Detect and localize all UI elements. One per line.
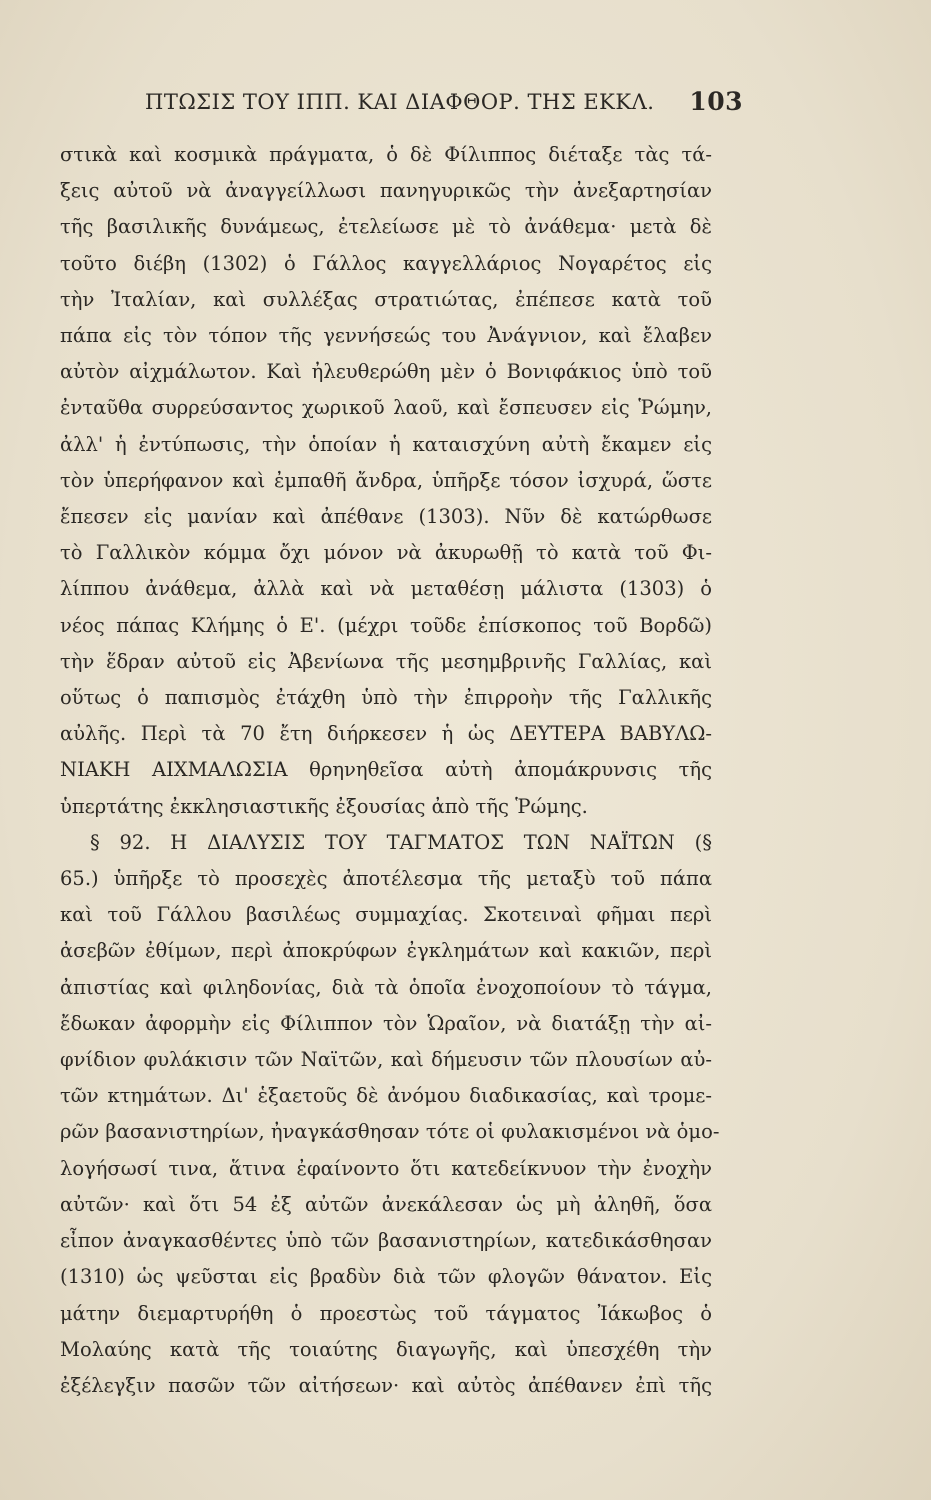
text-line: ξεις αὐτοῦ νὰ ἀναγγείλλωσι πανηγυρικῶς τὴν ἀνεξαρτησίαν <box>60 179 712 203</box>
text-line: τὴν ἕδραν αὐτοῦ εἰς Ἀβενίωνα τῆς μεσημβρινῆς Γαλλίας, καὶ <box>60 649 712 673</box>
text-line: ἐνταῦθα συρρεύσαντος χωρικοῦ λαοῦ, καὶ ἔσπευσεν εἰς Ῥώμην, <box>60 396 712 420</box>
text-line: εἶπον ἀναγκασθέντες ὑπὸ τῶν βασανιστηρίων, κατεδικάσθησαν <box>60 1229 712 1253</box>
text-line: (1310) ὡς ψεῦσται εἰς βραδὺν διὰ τῶν φλογῶν θάνατον. Εἰς <box>60 1265 712 1289</box>
text-line: τὴν Ἰταλίαν, καὶ συλλέξας στρατιώτας, ἐπέπεσε κατὰ τοῦ <box>60 287 712 311</box>
text-line: ἀλλ' ἡ ἐντύπωσις, τὴν ὁποίαν ἡ καταισχύνη αὐτὴ ἔκαμεν εἰς <box>60 432 712 456</box>
text-line: τὸν ὑπερήφανον καὶ ἐμπαθῆ ἄνδρα, ὑπῆρξε τόσον ἰσχυρά, ὥστε <box>60 468 712 492</box>
section-heading-line: § 92. Η ΔΙΑΛΥΣΙΣ ΤΟΥ ΤΑΓΜΑΤΟΣ ΤΩΝ ΝΑΪΤΩΝ (§ <box>90 830 712 854</box>
text-line: 65.) ὑπῆρξε τὸ προσεχὲς ἀποτέλεσμα τῆς μεταξὺ τοῦ πάπα <box>60 867 712 891</box>
text-line: στικὰ καὶ κοσμικὰ πράγματα, ὁ δὲ Φίλιππος διέταξε τὰς τά- <box>60 143 712 166</box>
text-line: λίππου ἀνάθεμα, ἀλλὰ καὶ νὰ μεταθέσῃ μάλιστα (1303) ὁ <box>60 577 712 601</box>
text-line: ἀσεβῶν ἐθίμων, περὶ ἀποκρύφων ἐγκλημάτων καὶ κακιῶν, περὶ <box>60 939 712 963</box>
text-line: τοῦτο διέβη (1302) ὁ Γάλλος καγγελλάριος Νογαρέτος εἰς <box>60 251 712 275</box>
text-line: Μολαύης κατὰ τῆς τοιαύτης διαγωγῆς, καὶ ὑπεσχέθη τὴν <box>60 1337 712 1361</box>
text-line: καὶ τοῦ Γάλλου βασιλέως συμμαχίας. Σκοτειναὶ φῆμαι περὶ <box>60 903 712 927</box>
running-header <box>145 87 743 116</box>
body-text <box>60 137 720 1404</box>
text-line: ὑπερτάτης ἐκκλησιαστικῆς ἐξουσίας ἀπὸ τῆς Ῥώμης. <box>60 794 588 818</box>
text-line: μάτην διεμαρτυρήθη ὁ προεστὼς τοῦ τάγματος Ἰάκωβος ὁ <box>60 1301 712 1325</box>
text-line: τῶν κτημάτων. Δι' ἑξαετοῦς δὲ ἀνόμου διαδικασίας, καὶ τρομε- <box>60 1084 712 1108</box>
text-line: ἐξέλεγξιν πασῶν τῶν αἰτήσεων· καὶ αὐτὸς ἀπέθανεν ἐπὶ τῆς <box>60 1373 712 1397</box>
text-line: αὐλῆς. Περὶ τὰ 70 ἔτη διήρκεσεν ἡ ὡς ΔΕΥΤΕΡΑ ΒΑΒΥΛΩ- <box>60 722 712 746</box>
text-line: λογήσωσί τινα, ἅτινα ἐφαίνοντο ὅτι κατεδείκνυον τὴν ἐνοχὴν <box>60 1156 712 1180</box>
text-line: νέος πάπας Κλήμης ὁ Ε'. (μέχρι τοῦδε ἐπίσκοπος τοῦ Βορδῶ) <box>60 613 712 637</box>
text-line: ἀπιστίας καὶ φιληδονίας, διὰ τὰ ὁποῖα ἐνοχοποίουν τὸ τάγμα, <box>60 975 712 999</box>
text-line: τὸ Γαλλικὸν κόμμα ὄχι μόνον νὰ ἀκυρωθῇ τὸ κατὰ τοῦ Φι- <box>60 541 712 565</box>
text-line: ἔδωκαν ἀφορμὴν εἰς Φίλιππον τὸν Ὡραῖον, νὰ διατάξῃ τὴν αἰ- <box>60 1011 712 1035</box>
page-number: 103 <box>689 87 743 116</box>
text-line: αὐτὸν αἰχμάλωτον. Καὶ ἠλευθερώθη μὲν ὁ Βονιφάκιος ὑπὸ τοῦ <box>60 360 712 384</box>
text-line: αὐτῶν· καὶ ὅτι 54 ἐξ αὐτῶν ἀνεκάλεσαν ὡς μὴ ἀληθῆ, ὅσα <box>60 1192 712 1216</box>
text-line: πάπα εἰς τὸν τόπον τῆς γεννήσεώς του Ἀνάγνιον, καὶ ἔλαβεν <box>60 324 712 348</box>
running-title: ΠΤΩΣΙΣ ΤΟΥ ΙΠΠ. ΚΑΙ ΔΙΑΦΘΟΡ. ΤΗΣ ΕΚΚΛ. <box>145 90 655 114</box>
text-line: τῆς βασιλικῆς δυνάμεως, ἐτελείωσε μὲ τὸ ἀνάθεμα· μετὰ δὲ <box>60 215 712 239</box>
text-line: οὕτως ὁ παπισμὸς ἐτάχθη ὑπὸ τὴν ἐπιρροὴν τῆς Γαλλικῆς <box>60 686 712 710</box>
text-line: ἔπεσεν εἰς μανίαν καὶ ἀπέθανε (1303). Νῦν δὲ κατώρθωσε <box>60 505 712 529</box>
text-line: ΝΙΑΚΗ ΑΙΧΜΑΛΩΣΙΑ θρηνηθεῖσα αὐτὴ ἀπομάκρυνσις τῆς <box>60 758 712 782</box>
text-line: φνίδιον φυλάκισιν τῶν Ναϊτῶν, καὶ δήμευσιν τῶν πλουσίων αὐ- <box>60 1048 712 1072</box>
text-line: ρῶν βασανιστηρίων, ἠναγκάσθησαν τότε οἱ φυλακισμένοι νὰ ὁμο- <box>60 1120 720 1144</box>
